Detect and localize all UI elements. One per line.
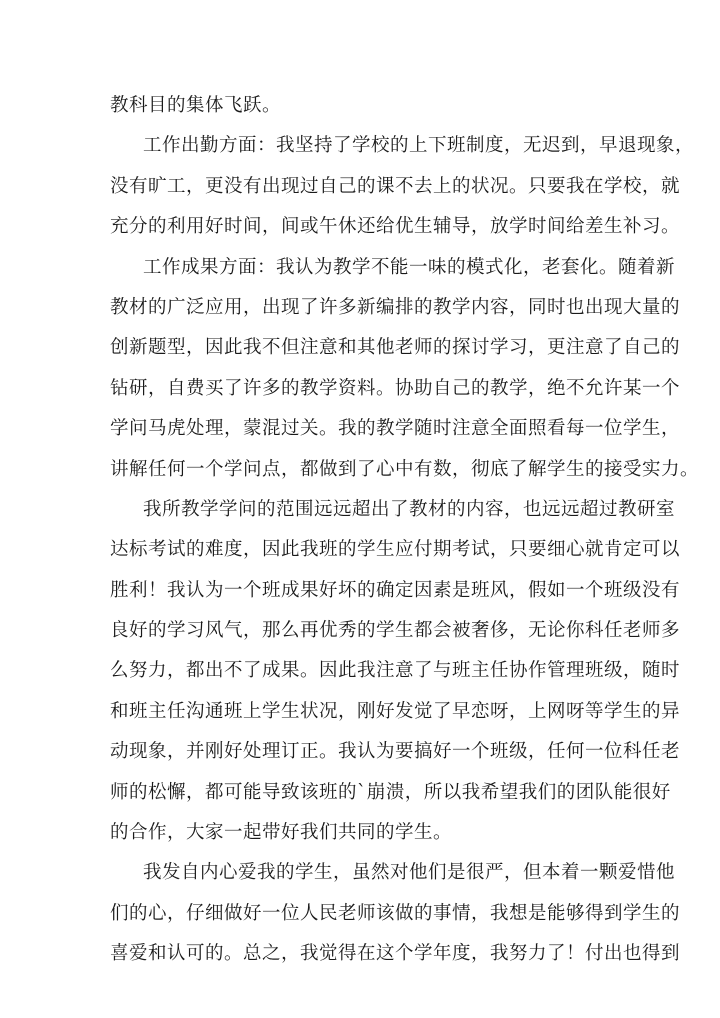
text-line: 胜利！我认为一个班成果好坏的确定因素是班风，假如一个班级没有 xyxy=(110,579,681,601)
text-line: 师的松懈，都可能导致该班的`崩溃，所以我希望我们的团队能很好 xyxy=(110,781,671,803)
text-line: 们的心，仔细做好一位人民老师该做的事情，我想是能够得到学生的 xyxy=(110,902,681,924)
text-line: 工作出勤方面：我坚持了学校的上下班制度，无迟到，早退现象， xyxy=(143,135,695,157)
text-line: 动现象，并刚好处理订正。我认为要搞好一个班级，任何一位科任老 xyxy=(110,741,681,763)
text-line: 我所教学学问的范围远远超出了教材的内容，也远远超过教研室 xyxy=(143,498,676,520)
paragraph-attendance xyxy=(110,126,695,247)
text-line: 教科目的集体飞跃。 xyxy=(110,95,282,116)
text-line: 喜爱和认可的。总之，我觉得在这个学年度，我努力了！付出也得到 xyxy=(110,943,681,965)
text-line: 学问马虎处理，蒙混过关。我的教学随时注意全面照看每一位学生， xyxy=(110,418,681,440)
paragraph-conclusion xyxy=(110,853,681,974)
text-line: 良好的学习风气，那么再优秀的学生都会被奢侈，无论你科任老师多 xyxy=(110,620,681,642)
text-line: 教材的广泛应用，出现了许多新编排的教学内容，同时也出现大量的 xyxy=(110,296,681,318)
document-page xyxy=(110,86,700,975)
text-line: 的合作，大家一起带好我们共同的学生。 xyxy=(110,822,453,844)
paragraph-continuation xyxy=(110,86,610,126)
paragraph-class-management xyxy=(110,490,681,854)
paragraph-results xyxy=(110,248,700,490)
text-line: 没有旷工，更没有出现过自己的课不去上的状况。只要我在学校，就 xyxy=(110,175,681,197)
text-line: 和班主任沟通班上学生状况，刚好发觉了早恋呀，上网呀等学生的异 xyxy=(110,700,681,722)
text-line: 钻研，自费买了许多的教学资料。协助自己的教学，绝不允许某一个 xyxy=(110,377,681,399)
text-line: 讲解任何一个学问点，都做到了心中有数，彻底了解学生的接受实力。 xyxy=(110,458,700,480)
text-line: 我发自内心爱我的学生，虽然对他们是很严，但本着一颗爱惜他 xyxy=(143,862,676,884)
text-line: 创新题型，因此我不但注意和其他老师的探讨学习，更注意了自己的 xyxy=(110,337,681,359)
text-line: 工作成果方面：我认为教学不能一味的模式化，老套化。随着新 xyxy=(143,256,676,278)
text-line: 达标考试的难度，因此我班的学生应付期考试，只要细心就肯定可以 xyxy=(110,539,681,561)
text-line: 充分的利用好时间，间或午休还给优生辅导，放学时间给差生补习。 xyxy=(110,216,681,238)
text-line: 么努力，都出不了成果。因此我注意了与班主任协作管理班级，随时 xyxy=(110,660,681,682)
